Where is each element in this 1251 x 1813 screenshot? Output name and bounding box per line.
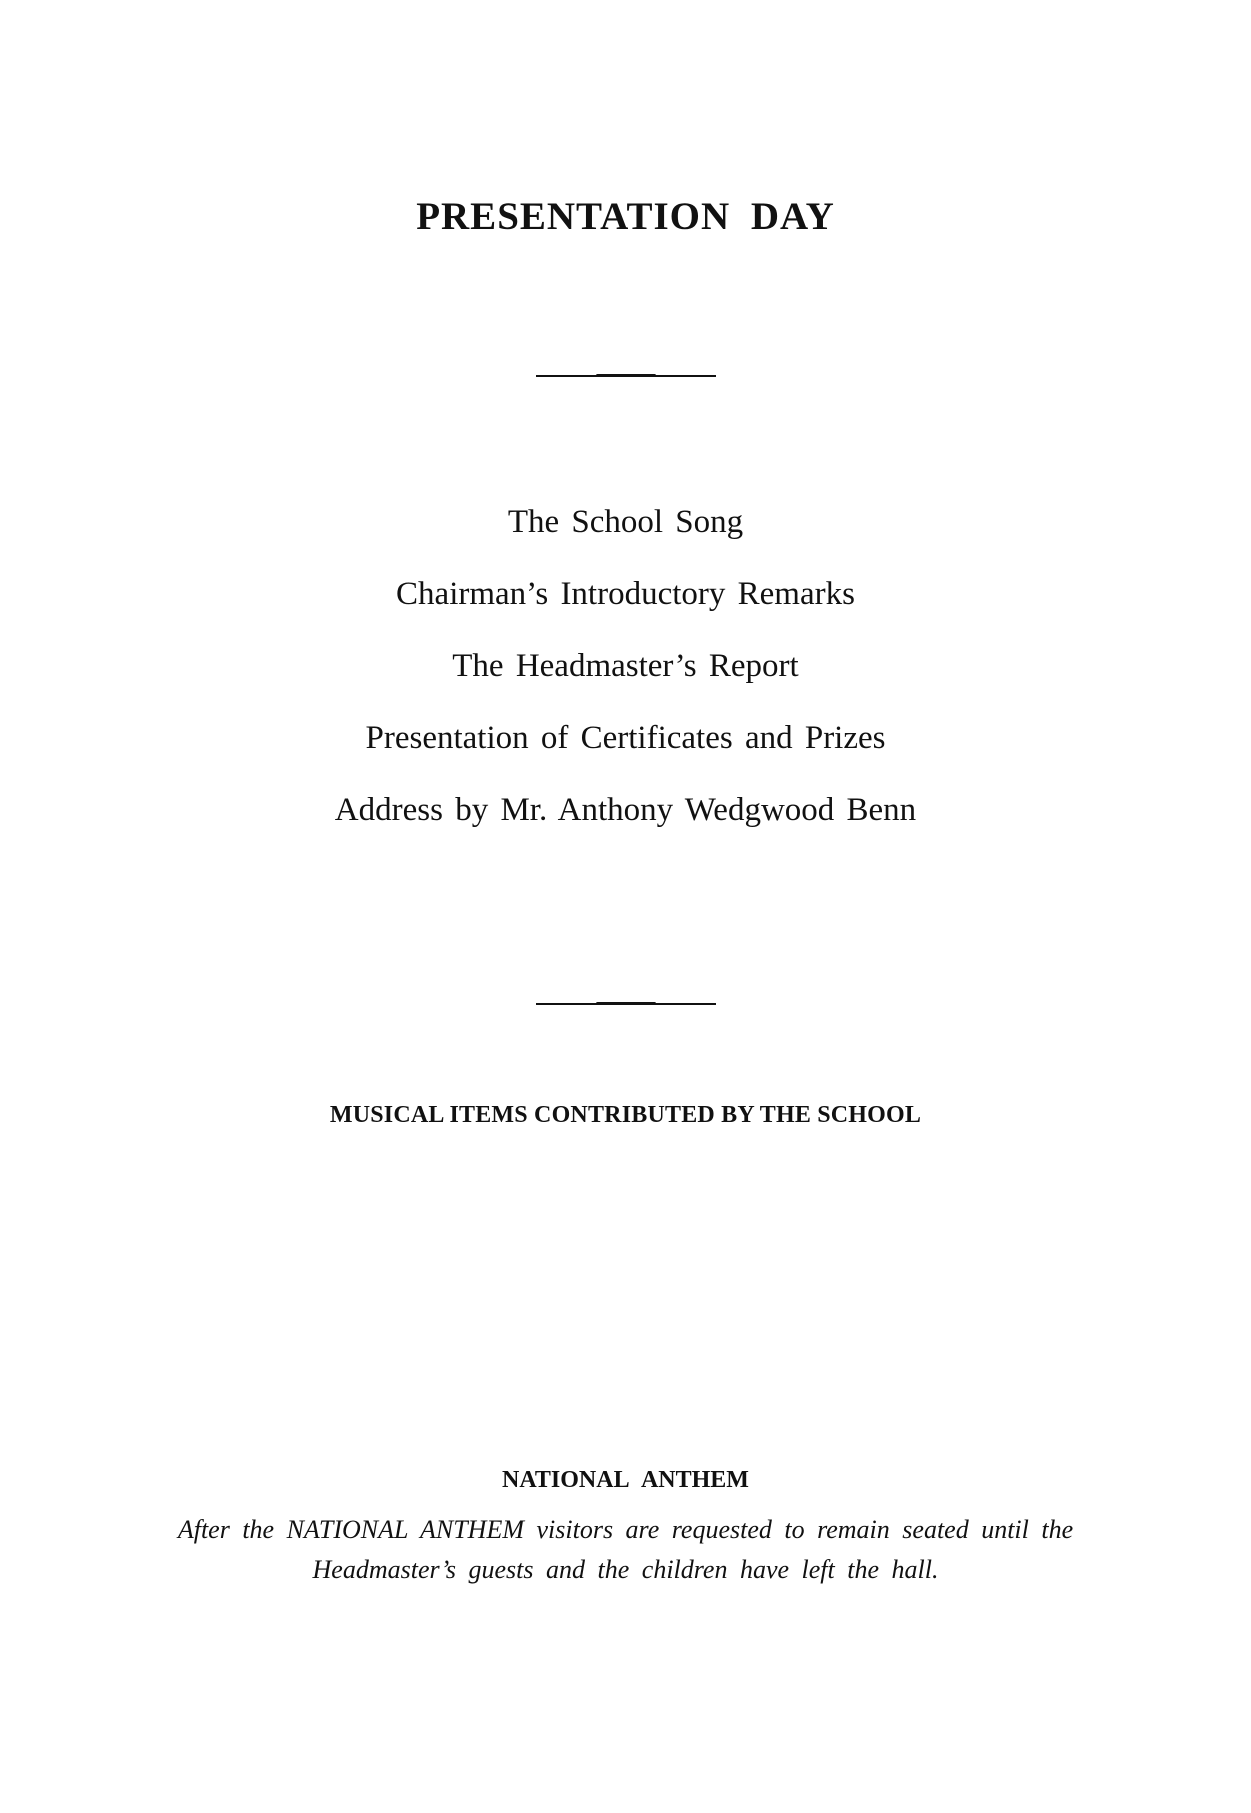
- programme-list: [0, 502, 1251, 862]
- programme-item-chairman-remarks: Chairman’s Introductory Remarks: [396, 576, 855, 612]
- page-title: PRESENTATION DAY: [416, 195, 835, 238]
- programme-item-address: Address by Mr. Anthony Wedgwood Benn: [334, 792, 917, 828]
- ornamental-rule-top: [536, 375, 716, 377]
- programme-item-school-song: The School Song: [507, 504, 744, 540]
- ornamental-rule-bottom: [536, 1003, 716, 1005]
- national-anthem-heading: NATIONAL ANTHEM: [502, 1467, 749, 1493]
- musical-items-heading: MUSICAL ITEMS CONTRIBUTED BY THE SCHOOL: [329, 1102, 922, 1128]
- programme-item-presentation: Presentation of Certificates and Prizes: [365, 720, 886, 756]
- anthem-note: After the NATIONAL ANTHEM visitors are requested to remain seated until the Headmaster’s guests and the children have left the hall.: [177, 1515, 1074, 1584]
- rule-swell: [596, 374, 656, 377]
- rule-swell: [596, 1002, 656, 1005]
- programme-item-headmaster-report: The Headmaster’s Report: [452, 648, 799, 684]
